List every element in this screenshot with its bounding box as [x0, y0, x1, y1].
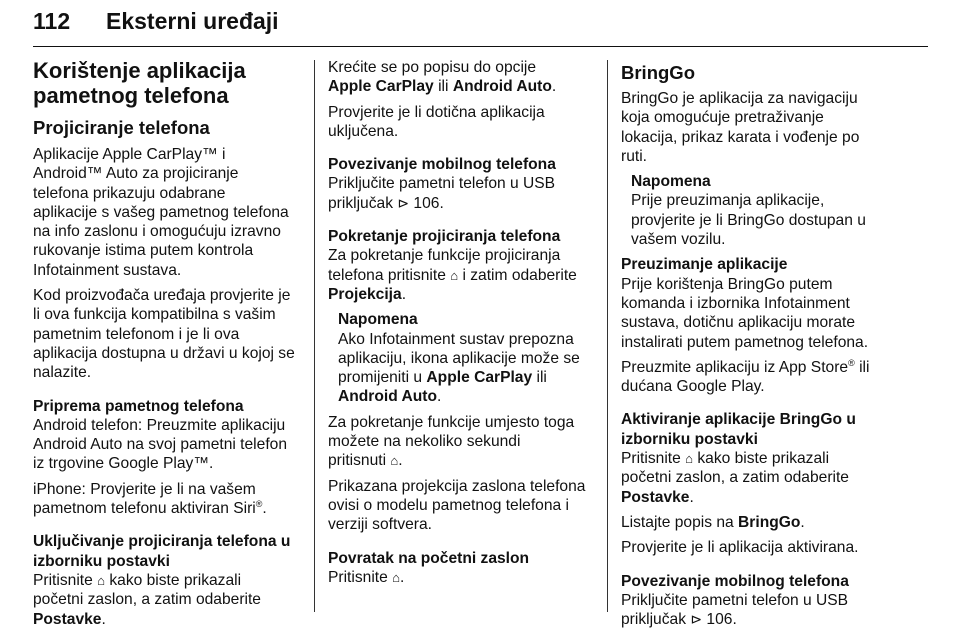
- paragraph: Prije korištenja BringGo putem komanda i izbornika Infotainment sustava, dotičnu aplikaciju morate instalirati putem pametnog telefona.: [621, 275, 869, 351]
- chapter-title: Eksterni uređaji: [106, 8, 279, 34]
- home-icon: ⌂: [685, 451, 693, 467]
- paragraph: Pritisnite ⌂.: [328, 568, 405, 586]
- registered-mark: ®: [255, 498, 263, 509]
- paragraph: iPhone: Provjerite je li na vašem pametnom telefonu aktiviran Siri®.: [33, 480, 267, 518]
- paragraph: Provjerite je li dotična aplikacija uključena.: [328, 103, 545, 140]
- paragraph: BringGo je aplikacija za navigaciju koja omogućuje pretraživanje lokacija, prikaz karata i vođenje po ruti.: [621, 90, 860, 165]
- paragraph: Android telefon: Preuzmite aplikaciju Android Auto na svoj pametni telefon iz trgovine Google Play™.: [33, 416, 287, 473]
- paragraph: Krećite se po popisu do opcije Apple CarPlay ili Android Auto.: [328, 59, 557, 96]
- home-icon: ⌂: [390, 453, 399, 469]
- paragraph: Preuzmite aplikaciju iz App Store® ili dućana Google Play.: [621, 357, 870, 396]
- heading: Povratak na početni zaslon: [328, 549, 530, 567]
- section-title: Korištenje aplikacija pametnog telefona: [33, 58, 246, 108]
- paragraph: Kod proizvođača uređaja provjerite je li ova funkcija kompatibilna s vašim pametnim telefonom i je li ova aplikacija dostupna u državi u kojoj se nalazite.: [33, 287, 295, 382]
- section-title: BringGo: [621, 62, 695, 83]
- column-3: [621, 58, 889, 629]
- heading: Uključivanje projiciranja telefona u izborniku postavki: [33, 533, 291, 570]
- heading: Preuzimanje aplikacije: [621, 256, 788, 274]
- page-ref-arrow-icon: ⊳: [397, 194, 410, 211]
- heading: Aktiviranje aplikacije BringGo u izborniku postavki: [621, 411, 856, 448]
- paragraph: Priključite pametni telefon u USB priključak ⊳ 106.: [621, 591, 849, 629]
- note-box: Napomena Ako Infotainment sustav prepozna aplikaciju, ikona aplikacije može se promijeniti u Apple CarPlay ili Android Auto.: [338, 311, 580, 406]
- home-icon: ⌂: [392, 569, 400, 585]
- column-divider-1: [314, 60, 315, 612]
- paragraph: Listajte popis na BringGo.: [621, 513, 805, 531]
- heading: Povezivanje mobilnog telefona: [328, 156, 556, 174]
- header-divider: [33, 46, 928, 47]
- column-1: [33, 58, 305, 629]
- home-icon: ⌂: [450, 267, 459, 283]
- heading: Povezivanje mobilnog telefona: [621, 572, 849, 590]
- heading: Priprema pametnog telefona: [33, 397, 244, 415]
- column-divider-2: [607, 60, 608, 612]
- subsection-title: Projiciranje telefona: [33, 117, 210, 138]
- page-header: [33, 8, 928, 46]
- paragraph: Za pokretanje funkcije umjesto toga možete na nekoliko sekundi pritisnuti ⌂.: [328, 413, 575, 470]
- column-2: [328, 58, 596, 587]
- paragraph: Za pokretanje funkcije projiciranja telefona pritisnite ⌂ i zatim odaberite Projekcija.: [328, 247, 577, 303]
- paragraph: Priključite pametni telefon u USB priključak ⊳ 106.: [328, 175, 556, 212]
- page-number: 112: [33, 8, 71, 34]
- paragraph: Aplikacije Apple CarPlay™ i Android™ Auto za projiciranje telefona prikazuju odabrane aplikacije s vašeg pametnog telefona na info zaslonu i omogućuju izravno rukovanje istima putem kontrola Infotainment sustava.: [33, 146, 289, 279]
- paragraph: Pritisnite ⌂ kako biste prikazali početni zaslon, a zatim odaberite Postavke.: [33, 571, 261, 628]
- registered-mark: ®: [848, 357, 855, 368]
- page-ref-arrow-icon: ⊳: [690, 611, 703, 628]
- note-box: Napomena Prije preuzimanja aplikacije, provjerite je li BringGo dostupan u vašem vozilu.: [631, 173, 866, 249]
- paragraph: Prikazana projekcija zaslona telefona ovisi o modelu pametnog telefona i verziji softvera.: [328, 477, 586, 534]
- paragraph: Provjerite je li aplikacija aktivirana.: [621, 539, 859, 557]
- home-icon: ⌂: [97, 572, 105, 588]
- heading: Pokretanje projiciranja telefona: [328, 228, 561, 246]
- paragraph: Pritisnite ⌂ kako biste prikazali početni zaslon, a zatim odaberite Postavke.: [621, 450, 849, 506]
